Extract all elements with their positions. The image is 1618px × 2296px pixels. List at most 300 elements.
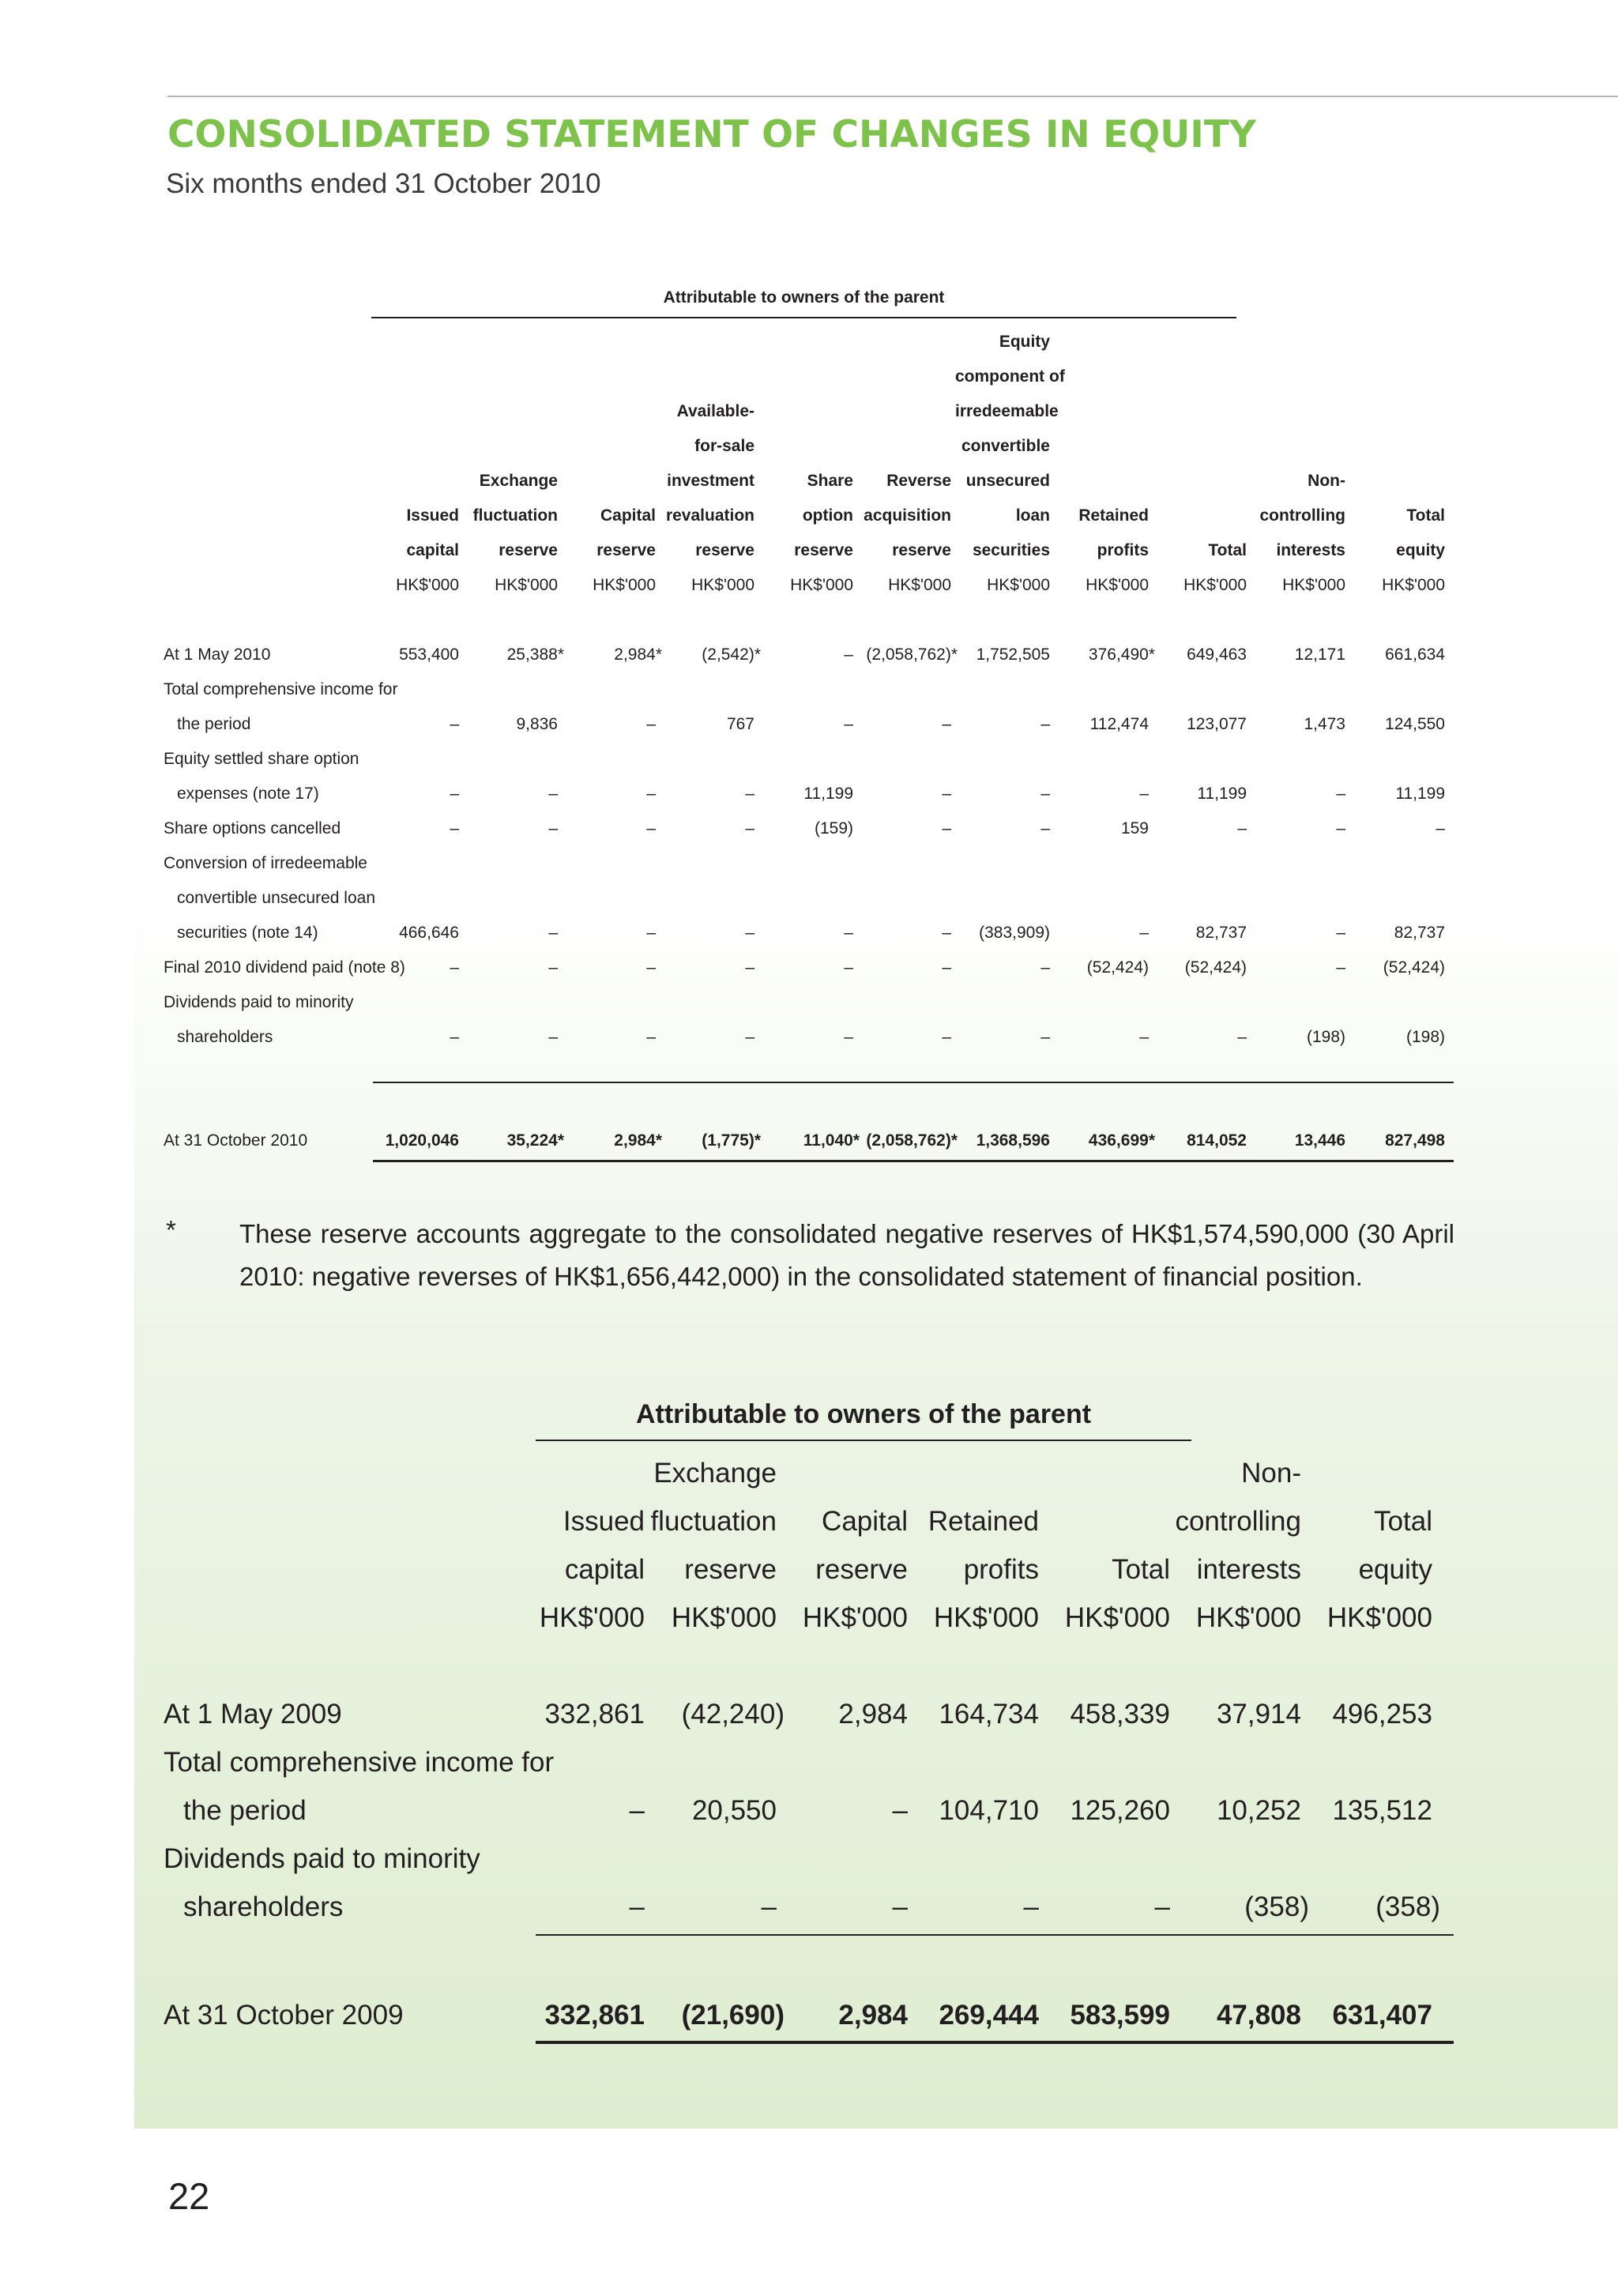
column-header-line [1350,464,1445,499]
table-cell: – [942,958,951,977]
row-label: At 1 May 2009 [164,1699,342,1730]
table-cell: 124,550 [1385,715,1445,733]
column-header-line: loan [1015,506,1050,525]
column-header-line: Non- [1308,472,1345,490]
table-cell: 11,199 [1395,785,1445,803]
column-header-line: Exchange [653,1458,777,1489]
column-header [758,325,853,603]
column-header-line [1350,394,1445,429]
column-header-line: Available- [676,402,754,420]
table-cell: – [450,715,459,733]
table-cell: – [629,1891,645,1922]
column-header-line [364,464,459,499]
table-cell: 583,599 [1070,2000,1170,2031]
table-cell: (2,058,762)* [866,1131,958,1150]
table-cell: – [942,924,951,942]
table-row [0,1690,1618,1738]
table-cell: – [1336,958,1345,977]
column-header-line: profits [963,1554,1039,1585]
table-cell: 135,512 [1332,1795,1432,1826]
table-cell: 47,808 [1216,2000,1301,2031]
column-header-line [463,394,558,429]
column-unit: HK$'000 [691,576,754,594]
table-cell: 496,253 [1332,1699,1432,1730]
column-header [1152,325,1247,603]
column-header-line [660,359,754,394]
column-header-line [1054,325,1149,359]
table-cell: – [1040,715,1050,733]
column-header-line: controlling [1259,506,1345,525]
column-header-line [758,359,853,394]
table-cell: – [1237,1028,1247,1046]
table-row [0,846,1618,881]
column-header-line: component of [955,367,1065,386]
table-cell: (2,058,762)* [866,646,958,664]
column-header-line: for-sale [694,437,754,455]
column-header-line [856,359,951,394]
row-label: Share options cancelled [164,819,341,837]
column-unit: HK$'000 [1086,576,1149,594]
column-unit: HK$'000 [1282,576,1345,594]
column-header-line [561,359,656,394]
column-header-line [1054,429,1149,464]
table-cell: – [1023,1891,1039,1922]
column-header-line [463,325,558,359]
row-label: Conversion of irredeemable [164,854,367,872]
table-cell: – [892,1795,908,1826]
column-header-line: Issued [406,506,459,525]
table-row [0,811,1618,846]
column-header-line [660,325,754,359]
row-label: securities (note 14) [177,924,318,942]
column-unit: HK$'000 [790,576,853,594]
table-cell: – [844,646,853,664]
column-header-line: convertible [961,437,1050,455]
table-cell: – [629,1795,645,1826]
row-label: Total comprehensive income for [164,1747,555,1778]
column-header [1171,1449,1301,1642]
column-header-line [856,429,951,464]
column-header-line [1350,325,1445,359]
table-row [0,672,1618,707]
total-row [0,1991,1618,2039]
table-cell: – [761,1891,777,1922]
column-header-line: Share [807,472,853,490]
table-cell: 767 [726,715,754,733]
column-header-line: fluctuation [650,1506,777,1537]
column-header-line: Capital [822,1506,908,1537]
column-header-line: acquisition [864,506,951,525]
table-row [0,1786,1618,1835]
table-cell: 82,737 [1195,924,1247,942]
column-header-line [364,429,459,464]
column-header-line: securities [972,541,1050,559]
table-cell: 112,474 [1089,715,1149,733]
table-cell: 376,490* [1088,646,1155,664]
table-cell: 35,224* [506,1131,564,1150]
column-unit: HK$'000 [539,1602,645,1633]
table-cell: 9,836 [516,715,558,733]
row-label: At 31 October 2009 [164,2000,404,2031]
column-header-line: reserve [794,541,853,559]
table-row [0,1883,1618,1931]
table-cell: 269,444 [939,2000,1039,2031]
column-header [1302,1449,1432,1642]
column-header-line: Total [1374,1506,1432,1537]
column-header [1040,1449,1170,1642]
table-cell: – [450,1028,459,1046]
column-header-line: investment [667,472,754,490]
table-cell: – [844,958,853,977]
row-label: convertible unsecured loan [177,889,375,907]
row-label: Dividends paid to minority [164,993,354,1011]
table-cell: (21,690) [681,2000,785,2031]
table-cell: (2,542)* [702,646,761,664]
column-header-line [1152,429,1247,464]
table-cell: 661,634 [1385,646,1445,664]
column-unit: HK$'000 [593,576,656,594]
table-cell: – [942,1028,951,1046]
table-cell: (52,424) [1383,958,1445,977]
column-header-line [463,359,558,394]
column-header-line: capital [406,541,459,559]
table-cell: – [1154,1891,1170,1922]
subtotal-rule [373,1082,1454,1083]
column-header-line: Equity [999,333,1050,351]
table-cell: 827,498 [1385,1131,1445,1150]
column-header-line [561,429,656,464]
table-cell: 553,400 [399,646,459,664]
column-header-line [758,429,853,464]
table-cell: 1,473 [1304,715,1345,733]
table-row [0,1835,1618,1883]
table-cell: – [1040,1028,1050,1046]
column-header-line: option [802,506,853,525]
table-cell: – [548,924,558,942]
table-cell: 20,550 [691,1795,777,1826]
column-header-line [1251,429,1345,464]
table-cell: 104,710 [939,1795,1039,1826]
column-header-line: Reverse [886,472,951,490]
table-cell: – [1336,785,1345,803]
column-header-line: Capital [600,506,656,525]
row-label: Total comprehensive income for [164,680,398,698]
row-label: shareholders [183,1891,344,1922]
table-cell: – [450,785,459,803]
row-label: expenses (note 17) [177,785,319,803]
column-header-line: Issued [563,1506,645,1537]
table-cell: 159 [1120,819,1149,837]
column-header-line: reserve [596,541,656,559]
column-header [561,325,656,603]
column-header [364,325,459,603]
page-title: CONSOLIDATED STATEMENT OF CHANGES IN EQUITY [167,113,1256,156]
column-header-line [1152,464,1247,499]
table-cell: – [646,1028,656,1046]
table-cell: – [1040,819,1050,837]
column-header-line: Total [1112,1554,1170,1585]
table-cell: – [1436,819,1445,837]
table-cell: (198) [1306,1028,1345,1046]
column-header-line [1054,394,1149,429]
column-header-line [364,359,459,394]
table-cell: – [646,785,656,803]
table-cell: 123,077 [1187,715,1247,733]
table-cell: 11,199 [1197,785,1247,803]
column-header-line [1152,394,1247,429]
row-label: Dividends paid to minority [164,1843,480,1874]
column-header [1350,325,1445,603]
table-row [0,742,1618,777]
column-header-line [909,1449,1039,1497]
table-cell: (1,775)* [702,1131,761,1150]
column-header-line: equity [1358,1554,1432,1585]
table-cell: – [942,819,951,837]
table-cell: (52,424) [1184,958,1247,977]
column-header-line: Retained [928,1506,1039,1537]
table-row [0,881,1618,916]
table-cell: 1,020,046 [385,1131,459,1150]
column-header [1054,325,1149,603]
table-row [0,707,1618,742]
table-cell: – [1139,1028,1149,1046]
table-cell: 1,752,505 [976,646,1050,664]
table-cell: (42,240) [681,1699,785,1730]
table-row [0,985,1618,1020]
table-cell: – [548,958,558,977]
table-cell: – [548,785,558,803]
table-cell: – [548,819,558,837]
table-cell: (198) [1405,1028,1445,1046]
column-header-line [856,325,951,359]
table-row [0,950,1618,985]
group-header-rule [536,1440,1191,1441]
table-cell: – [450,819,459,837]
table-cell: 164,734 [939,1699,1039,1730]
table-cell: 458,339 [1070,1699,1170,1730]
table-cell: – [844,715,853,733]
column-header-line [1251,359,1345,394]
table-cell: – [1139,924,1149,942]
column-unit: HK$'000 [1326,1602,1432,1633]
column-unit: HK$'000 [1382,576,1445,594]
column-header-line: reserve [695,541,754,559]
table-cell: 12,171 [1294,646,1345,664]
table-row [0,1738,1618,1786]
column-header-line: Non- [1241,1458,1301,1489]
table-cell: (358) [1375,1891,1440,1922]
group-header: Attributable to owners of the parent [635,1399,1092,1429]
column-header-line: Exchange [479,472,558,490]
column-unit: HK$'000 [495,576,558,594]
table-cell: 466,646 [399,924,459,942]
table-cell: 2,984 [838,1699,908,1730]
column-header-line [1251,394,1345,429]
column-unit: HK$'000 [396,576,459,594]
column-header-line [856,394,951,429]
table-cell: 82,737 [1394,924,1445,942]
table-cell: 649,463 [1187,646,1247,664]
column-header-line: irredeemable [955,402,1059,420]
table-cell: – [892,1891,908,1922]
column-header-line [1152,325,1247,359]
table-row [0,1020,1618,1055]
column-unit: HK$'000 [987,576,1050,594]
table-cell: – [745,819,754,837]
column-header-line: revaluation [665,506,754,525]
table-cell: – [1040,958,1050,977]
column-header-line [463,429,558,464]
column-header-line [364,394,459,429]
column-header [646,1449,777,1642]
column-header-line: capital [564,1554,645,1585]
total-row [0,1124,1618,1158]
column-header-line [1302,1449,1432,1497]
column-header-line: reserve [499,541,558,559]
table-cell: – [1336,819,1345,837]
table-cell: – [942,785,951,803]
table-cell: – [646,958,656,977]
column-header-line [1054,464,1149,499]
column-header-line [561,394,656,429]
column-header-line [1350,359,1445,394]
table-cell: – [1040,785,1050,803]
table-cell: 11,040* [803,1131,860,1150]
column-header-line [1152,499,1247,533]
table-cell: (383,909) [979,924,1050,942]
table-cell: 13,446 [1294,1131,1345,1150]
page-number: 22 [168,2175,210,2217]
column-header [514,1449,645,1642]
column-header-line: controlling [1175,1506,1301,1537]
column-unit: HK$'000 [1183,576,1247,594]
column-header-line: Total [1208,541,1247,559]
column-header-line [1152,359,1247,394]
footnote-text: These reserve accounts aggregate to the consolidated negative reserves of HK$1,574,590,000 (30 April 2010: negative reverses of HK$1,656,442,000) in the consolidated statement of financial position. [239,1219,1454,1291]
table-cell: – [844,1028,853,1046]
table-cell: 631,407 [1332,2000,1432,2031]
row-label: shareholders [177,1028,273,1046]
table-cell: 37,914 [1216,1699,1301,1730]
group-header-rule [371,317,1236,318]
table-cell: – [745,958,754,977]
column-header-line: interests [1196,1554,1301,1585]
table-cell: 25,388* [506,646,564,664]
column-header-line [364,325,459,359]
table-cell: (358) [1244,1891,1309,1922]
table-cell: – [745,785,754,803]
column-unit: HK$'000 [888,576,951,594]
table-cell: – [646,924,656,942]
footnote-marker: * [166,1215,176,1244]
table-cell: – [1139,785,1149,803]
table-cell: (159) [814,819,853,837]
column-header-line: interests [1276,541,1345,559]
table-cell: 10,252 [1216,1795,1301,1826]
column-unit: HK$'000 [802,1602,908,1633]
table-cell: – [646,819,656,837]
group-header: Attributable to owners of the parent [663,288,945,307]
row-label: Equity settled share option [164,750,359,768]
table-cell: 125,260 [1070,1795,1170,1826]
table-cell: (52,424) [1086,958,1149,977]
table-cell: 332,861 [544,2000,645,2031]
table-cell: – [646,715,656,733]
column-header-line [758,394,853,429]
table-cell: – [1336,924,1345,942]
column-header-line [561,464,656,499]
column-unit: HK$'000 [671,1602,777,1633]
total-double-rule [536,2041,1454,2044]
table-cell: – [844,924,853,942]
column-header [856,325,951,603]
table-cell: – [1237,819,1247,837]
table-cell: 2,984 [838,2000,908,2031]
table-row [0,777,1618,811]
column-header-line: Total [1406,506,1445,525]
column-unit: HK$'000 [1195,1602,1301,1633]
column-header-line [1350,429,1445,464]
table-cell: – [745,1028,754,1046]
column-header [777,1449,908,1642]
column-header [660,325,754,603]
column-unit: HK$'000 [1064,1602,1170,1633]
column-unit: HK$'000 [933,1602,1039,1633]
column-header-line [1040,1497,1170,1545]
table-cell: – [450,958,459,977]
column-header-line [777,1449,908,1497]
table-cell: 332,861 [544,1699,645,1730]
page-subtitle: Six months ended 31 October 2010 [166,168,601,199]
table-row [0,916,1618,950]
column-header-line [1251,325,1345,359]
column-header-line [758,325,853,359]
column-header-line: unsecured [965,472,1050,490]
row-label: the period [183,1795,307,1826]
row-label: At 31 October 2010 [164,1131,308,1150]
table-cell: 11,199 [803,785,853,803]
table-cell: 1,368,596 [976,1131,1050,1150]
column-header-line: reserve [684,1554,777,1585]
table-cell: 436,699* [1088,1131,1155,1150]
column-header-line [514,1449,645,1497]
column-header [1251,325,1345,603]
table-cell: – [942,715,951,733]
table-row [0,638,1618,672]
column-header-line: equity [1396,541,1445,559]
table-cell: 2,984* [614,1131,662,1150]
column-header-line [561,325,656,359]
table-cell: – [745,924,754,942]
column-header-line [1040,1449,1170,1497]
column-header-line: reserve [892,541,951,559]
column-header [463,325,558,603]
column-header [909,1449,1039,1642]
row-label: At 1 May 2010 [164,646,271,664]
column-header [955,325,1065,603]
row-label: the period [177,715,251,733]
table-cell: 2,984* [614,646,662,664]
table-cell: 814,052 [1187,1131,1247,1150]
total-double-rule [373,1160,1454,1162]
column-header-line: fluctuation [472,506,558,525]
column-header-line: reserve [815,1554,908,1585]
column-header-line: Retained [1078,506,1149,525]
column-header-line [1054,359,1149,394]
table-cell: – [548,1028,558,1046]
row-label: Final 2010 dividend paid (note 8) [164,958,405,977]
column-header-line: profits [1097,541,1149,559]
